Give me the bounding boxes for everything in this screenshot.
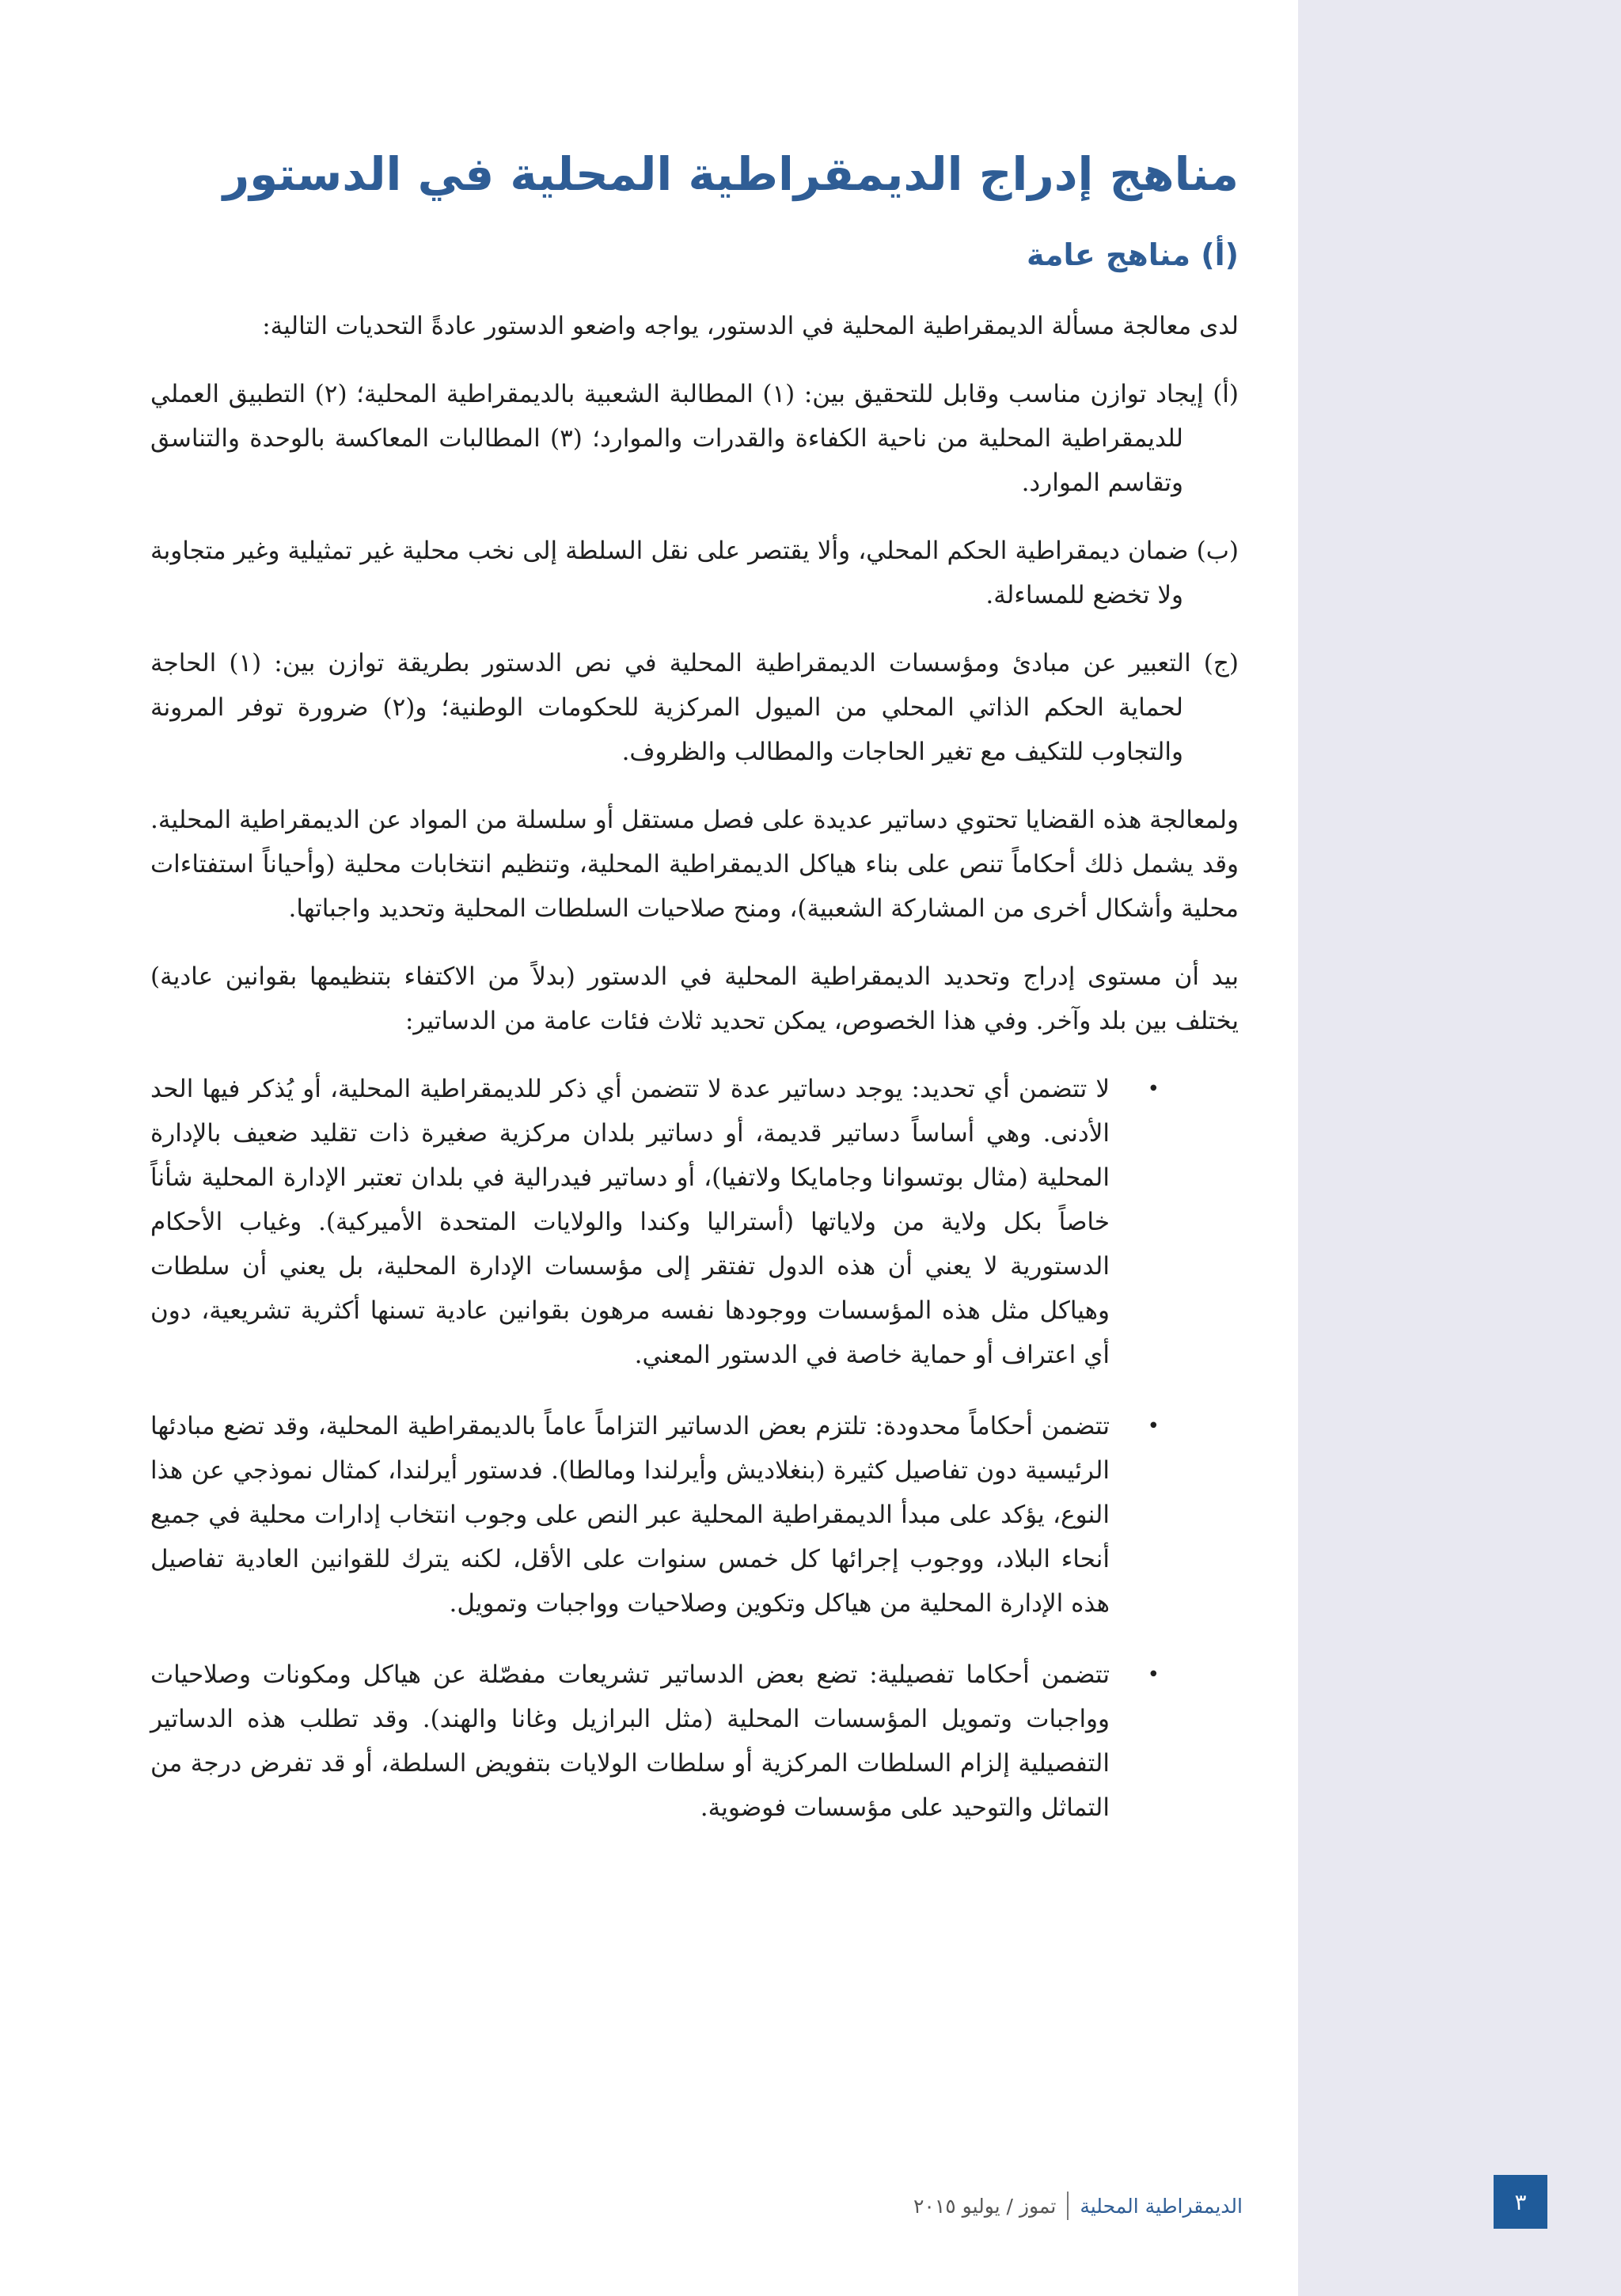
paragraph-constitutions: ولمعالجة هذه القضايا تحتوي دساتير عديدة على فصل مستقل أو سلسلة من المواد عن الديمقراطية المحلية. وقد يشمل ذلك أحكاماً تنص على بناء هياكل الديمقراطية المحلية، وتنظيم انتخابات محلية (وأحياناً استفتاءات محلية وأشكال أخرى من المشاركة الشعبية)، ومنح صلاحيات السلطات المحلية وتحديد واجباتها. [150,806,1239,923]
challenge-text: التعبير عن مبادئ ومؤسسات الديمقراطية المحلية في نص الدستور بطريقة توازن بين: (١) الحاجة لحماية الحكم الذاتي المحلي من الميول المركزية للحكومات الوطنية؛ و(٢) ضرورة توفر المرونة والتجاوب للتكيف مع تغير الحاجات والمطالب والظروف. [150,649,1191,766]
bullet-icon: • [1147,1663,1160,1687]
footer-divider [1067,2192,1069,2220]
challenge-text: إيجاد توازن مناسب وقابل للتحقيق بين: (١) المطالبة الشعبية بالديمقراطية المحلية؛ (٢) التطبيق العملي للديمقراطية المحلية من ناحية الكفاءة والقدرات والموارد؛ (٣) المطالبات المعاكسة بالوحدة والتناسق وتقاسم الموارد. [150,380,1204,497]
list-item [150,1653,1239,1830]
challenge-marker: (ب) [1196,537,1239,565]
footer-publication: الديمقراطية المحلية [1080,2194,1243,2218]
page-number-badge: ٣ [1494,2175,1547,2229]
challenge-item [150,372,1239,505]
challenge-item [150,641,1239,774]
bullet-icon: • [1147,1414,1160,1438]
list-item-text: لا تتضمن أي تحديد: يوجد دساتير عدة لا تتضمن أي ذكر للديمقراطية المحلية، أو يُذكر فيها الحد الأدنى. وهي أساساً دساتير قديمة، أو دساتير بلدان مركزية صغيرة ذات تقليد ضعيف بالإدارة المحلية (مثال بوتسوانا وجامايكا ولاتفيا)، أو دساتير فيدرالية في بلدان تعتبر الإدارة المحلية شأناً خاصاً بكل ولاية من ولاياتها (أستراليا وكندا والولايات المتحدة الأميركية). وغياب الأحكام الدستورية لا يعني أن هذه الدول تفتقر إلى مؤسسات الإدارة المحلية، بل يعني أن سلطات وهياكل مثل هذه المؤسسات ووجودها نفسه مرهون بقوانين عادية تسنها أكثرية تشريعية، دون أي اعتراف أو حماية خاصة في الدستور المعني. [150,1075,1110,1369]
list-item [150,1404,1239,1626]
bullet-icon: • [1147,1077,1160,1101]
challenge-marker: (أ) [1213,380,1239,408]
side-margin-band [1298,0,1621,2296]
page-footer [902,2188,1243,2223]
challenge-text: ضمان ديمقراطية الحكم المحلي، وألا يقتصر على نقل السلطة إلى نخب محلية غير تمثيلية وغير متجاوبة ولا تخضع للمساءلة. [150,537,1189,609]
challenge-item [150,529,1239,617]
list-item-text: تتضمن أحكاماً محدودة: تلتزم بعض الدساتير التزاماً عاماً بالديمقراطية المحلية، وقد تضع مبادئها الرئيسية دون تفاصيل كثيرة (بنغلاديش وأيرلندا ومالطا). فدستور أيرلندا، كمثال نموذجي عن هذا النوع، يؤكد على مبدأ الديمقراطية المحلية عبر النص على وجوب انتخاب إدارات محلية في جميع أنحاء البلاد، ووجوب إجرائها كل خمس سنوات على الأقل، لكنه يترك للقوانين العادية تفاصيل هذه الإدارة المحلية من هياكل وتكوين وصلاحيات وواجبات وتمويل. [150,1412,1110,1618]
intro-paragraph: لدى معالجة مسألة الديمقراطية المحلية في الدستور، يواجه واضعو الدستور عادةً التحديات التالية: [262,312,1239,340]
list-item [150,1067,1239,1377]
list-item-text: تتضمن أحكاما تفصيلية: تضع بعض الدساتير تشريعات مفصّلة عن هياكل ومكونات وصلاحيات وواجبات وتمويل المؤسسات المحلية (مثل البرازيل وغانا والهند). وقد تطلب هذه الدساتير التفصيلية إلزام السلطات المركزية أو سلطات الولايات بتفويض السلطة، أو قد تفرض درجة من التماثل والتوحيد على مؤسسات فوضوية. [150,1660,1110,1822]
categories-list [150,1067,1239,1830]
body-text [150,304,1239,1857]
page-title: مناهج إدراج الديمقراطية المحلية في الدستور [222,147,1239,201]
footer-date: تموز / يوليو ٢٠١٥ [913,2194,1057,2218]
section-heading: (أ) مناهج عامة [1026,237,1239,272]
challenge-marker: (ج) [1203,649,1239,677]
paragraph-categories-intro: بيد أن مستوى إدراج وتحديد الديمقراطية المحلية في الدستور (بدلاً من الاكتفاء بتنظيمها بقوانين عادية) يختلف بين بلد وآخر. وفي هذا الخصوص، يمكن تحديد ثلاث فئات عامة من الدساتير: [150,962,1239,1035]
